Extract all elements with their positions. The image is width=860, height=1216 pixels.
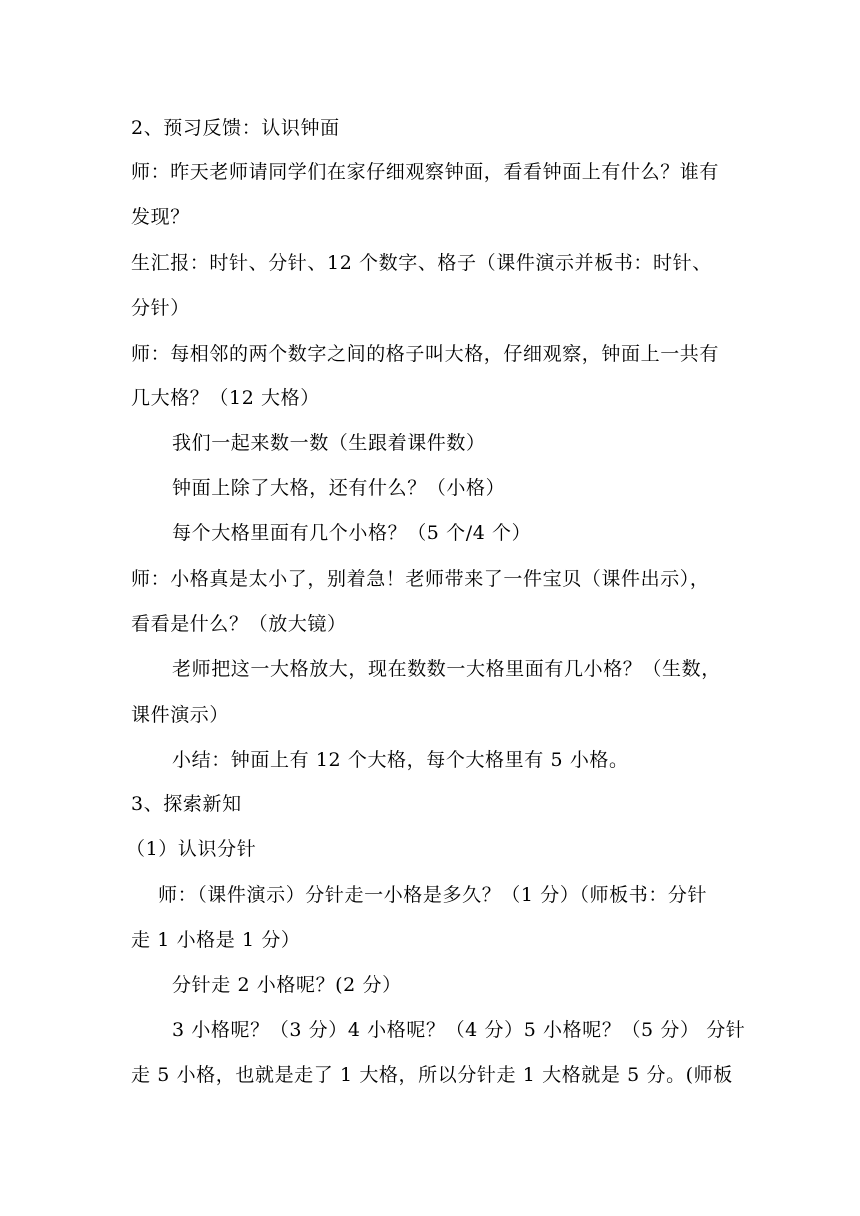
paragraph-line: 3 小格呢？（3 分）4 小格呢？（4 分）5 小格呢？（5 分） 分针 <box>172 1019 746 1041</box>
paragraph-line: 师：昨天老师请同学们在家仔细观察钟面，看看钟面上有什么？谁有 <box>131 161 720 183</box>
paragraph-line: 分针走 2 小格呢？(2 分） <box>172 974 402 996</box>
paragraph-line: 钟面上除了大格，还有什么？（小格） <box>172 477 506 499</box>
summary-line: 小结：钟面上有 12 个大格，每个大格里有 5 小格。 <box>172 749 629 771</box>
paragraph-line: 走 1 小格是 1 分） <box>131 929 301 951</box>
paragraph-line: 几大格？（12 大格） <box>131 387 320 409</box>
section-heading-explore: 3、探索新知 <box>131 793 242 815</box>
paragraph-line: 课件演示） <box>131 704 230 726</box>
paragraph-line: 师：小格真是太小了，别着急！老师带来了一件宝贝（课件出示）， <box>131 568 710 590</box>
paragraph-line: 师：每相邻的两个数字之间的格子叫大格，仔细观察，钟面上一共有 <box>131 343 720 365</box>
paragraph-line: 每个大格里面有几个小格？（5 个/4 个） <box>172 522 532 544</box>
paragraph-line: 分针） <box>131 297 190 319</box>
paragraph-line: 发现？ <box>131 206 190 228</box>
section-heading-preview-feedback: 2、预习反馈：认识钟面 <box>131 117 340 139</box>
paragraph-line: 生汇报：时针、分针、12 个数字、格子（课件演示并板书：时针、 <box>131 252 712 274</box>
subsection-heading-minute-hand: （1）认识分针 <box>126 838 257 860</box>
paragraph-line: 我们一起来数一数（生跟着课件数） <box>172 432 486 454</box>
paragraph-line: 看看是什么？（放大镜） <box>131 613 347 635</box>
paragraph-line: 师：（课件演示）分针走一小格是多久？（1 分）（师板书：分针 <box>158 884 708 906</box>
paragraph-line: 走 5 小格，也就是走了 1 大格，所以分针走 1 大格就是 5 分。(师板 <box>131 1064 733 1086</box>
paragraph-line: 老师把这一大格放大，现在数数一大格里面有几小格？（生数， <box>172 658 721 680</box>
